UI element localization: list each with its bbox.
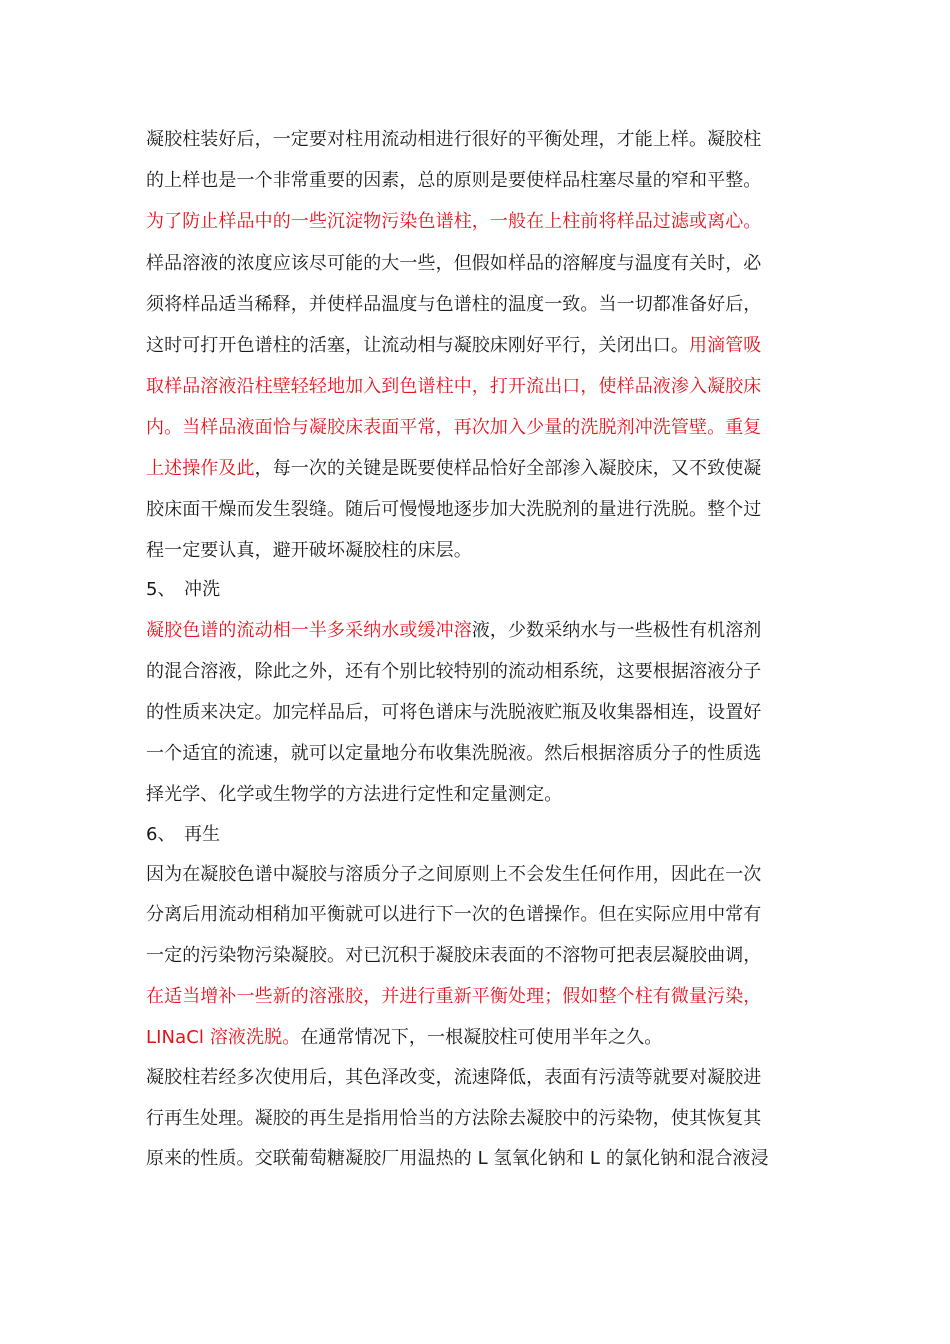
section-title: 再生	[184, 824, 221, 845]
body-text: 因为在凝胶色谱中凝胶与溶质分子之间原则上不会发生任何作用，因此在一次	[146, 864, 762, 885]
body-text: 行再生处理。凝胶的再生是指用恰当的方法除去凝胶中的污染物，使其恢复其	[146, 1108, 762, 1129]
highlighted-text: 为了防止样品中的一些沉淀物污染色谱柱，一般在上柱前将样品过滤或离心。	[146, 211, 762, 232]
highlighted-text: 在适当增补一些新的溶涨胶，并进行重新平衡处理；假如整个柱有微量污染，	[146, 986, 762, 1007]
highlighted-text: 上述操作及此	[146, 458, 255, 479]
body-text: 择光学、化学或生物学的方法进行定性和定量测定。	[146, 784, 563, 805]
text-line	[146, 498, 761, 522]
highlighted-text: 内。当样品液面恰与凝胶床表面平常，再次加入少量的洗脱剂冲洗管壁。重复	[146, 417, 762, 438]
text-line	[146, 944, 761, 968]
text-line	[146, 252, 761, 276]
body-text: ，每一次的关键是既要使样品恰好全部渗入凝胶床，又不致使凝	[254, 458, 762, 479]
body-text: 一定的污染物污染凝胶。对已沉积于凝胶床表面的不溶物可把表层凝胶曲调，	[146, 945, 762, 966]
text-line	[146, 1147, 769, 1171]
body-text: 胶床面干燥而发生裂缝。随后可慢慢地逐步加大洗脱剂的量进行洗脱。整个过	[146, 499, 762, 520]
text-line	[146, 742, 761, 766]
body-text: 的混合溶液，除此之外，还有个别比较特别的流动相系统，这要根据溶液分子	[146, 661, 762, 682]
body-text: 在通常情况下，一根凝胶柱可使用半年之久。	[300, 1027, 663, 1048]
body-text: 须将样品适当稀释，并使样品温度与色谱柱的温度一致。当一切都准备好后，	[146, 294, 762, 315]
body-text: 液，少数采纳水与一些极性有机溶剂	[471, 620, 762, 641]
text-line	[146, 210, 761, 234]
highlighted-text: 取样品溶液沿柱壁轻轻地加入到色谱柱中，打开流出口，使样品液渗入凝胶床	[146, 376, 762, 397]
body-text: 程一定要认真，避开破坏凝胶柱的床层。	[146, 540, 472, 561]
text-line	[146, 783, 562, 807]
body-text: 这时可打开色谱柱的活塞，让流动相与凝胶床刚好平行，关闭出口。	[146, 335, 689, 356]
highlighted-text: LINaCl 溶液洗脱。	[146, 1027, 301, 1048]
text-line	[146, 293, 761, 317]
body-text: 样品溶液的浓度应该尽可能的大一些，但假如样品的溶解度与温度有关时，必	[146, 253, 762, 274]
body-text: 分离后用流动相稍加平衡就可以进行下一次的色谱操作。但在实际应用中常有	[146, 904, 762, 925]
section-heading	[146, 823, 220, 847]
highlighted-text: 凝胶色谱的流动相一半多采纳水或缓冲溶	[146, 620, 472, 641]
body-text: 凝胶柱若经多次使用后，其色泽改变，流速降低，表面有污渍等就要对凝胶进	[146, 1067, 762, 1088]
text-line	[146, 660, 761, 684]
text-line	[146, 334, 761, 358]
section-heading	[146, 578, 220, 602]
text-line	[146, 1066, 761, 1090]
body-text: 一个适宜的流速，就可以定量地分布收集洗脱液。然后根据溶质分子的性质选	[146, 743, 762, 764]
text-line	[146, 375, 761, 399]
text-line	[146, 169, 761, 193]
text-line	[146, 416, 761, 440]
body-text: 凝胶柱装好后，一定要对柱用流动相进行很好的平衡处理，才能上样。凝胶柱	[146, 129, 762, 150]
text-line	[146, 128, 761, 152]
text-line	[146, 539, 472, 563]
body-text: 的性质来决定。加完样品后，可将色谱床与洗脱液贮瓶及收集器相连，设置好	[146, 702, 762, 723]
section-number: 6、	[146, 824, 176, 845]
text-line	[146, 985, 761, 1009]
text-line	[146, 903, 761, 927]
section-number: 5、	[146, 579, 176, 600]
text-line	[146, 619, 761, 643]
text-line	[146, 1026, 662, 1050]
highlighted-text: 用滴管吸	[689, 335, 762, 356]
text-line	[146, 701, 761, 725]
body-text: 的上样也是一个非常重要的因素，总的原则是要使样品柱塞尽量的窄和平整。	[146, 170, 762, 191]
text-line	[146, 457, 761, 481]
text-line	[146, 863, 761, 887]
body-text: 原来的性质。交联葡萄糖凝胶厂用温热的 L 氢氧化钠和 L 的氯化钠和混合液浸	[146, 1148, 769, 1169]
text-line	[146, 1107, 761, 1131]
section-title: 冲洗	[184, 579, 221, 600]
